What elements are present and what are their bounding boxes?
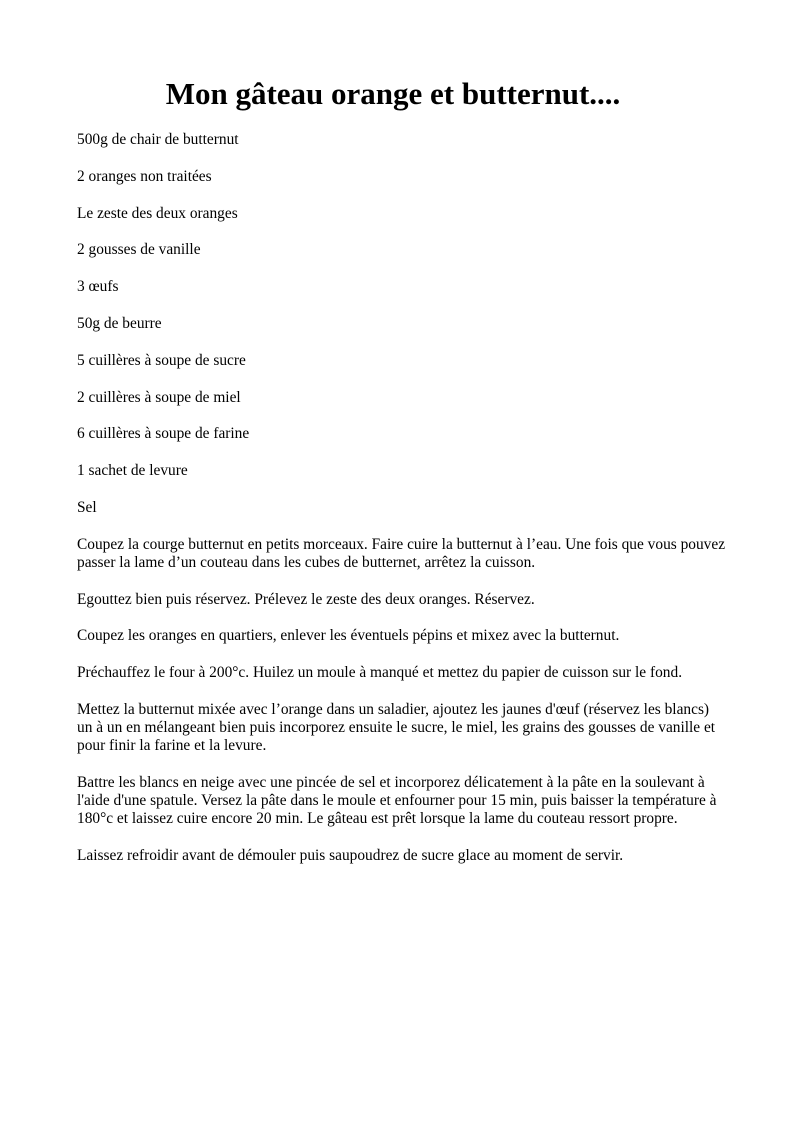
instruction-paragraph: Coupez la courge butternut en petits morceaux. Faire cuire la butternut à l’eau. Une fois que vous pouvez passer la lame d’un couteau dans les cubes de butternet, arrêtez la cuisson. <box>77 535 726 571</box>
recipe-title: Mon gâteau orange et butternut.... <box>165 76 621 111</box>
ingredient-item: 5 cuillères à soupe de sucre <box>77 351 246 369</box>
ingredient-item: 6 cuillères à soupe de farine <box>77 425 250 443</box>
ingredient-item: 2 gousses de vanille <box>77 241 201 259</box>
instruction-list <box>77 536 727 865</box>
ingredient-item: 50g de beurre <box>77 314 162 332</box>
instruction-paragraph: Egouttez bien puis réservez. Prélevez le zeste des deux oranges. Réservez. <box>77 590 535 608</box>
ingredient-item: 500g de chair de butternut <box>77 131 239 148</box>
instruction-paragraph: Coupez les oranges en quartiers, enlever les éventuels pépins et mixez avec la butternut. <box>77 627 620 645</box>
instruction-paragraph: Mettez la butternut mixée avec l’orange dans un saladier, ajoutez les jaunes d'œuf (réservez les blancs) un à un en mélangeant bien puis incorporez ensuite le sucre, le miel, les grains des gousses de vanille et pour finir la farine et la levure. <box>77 700 716 755</box>
instruction-paragraph: Laissez refroidir avant de démouler puis saupoudrez de sucre glace au moment de servir. <box>77 847 624 864</box>
ingredient-item: 2 cuillères à soupe de miel <box>77 388 241 406</box>
ingredient-item: Le zeste des deux oranges <box>77 204 238 222</box>
instruction-paragraph: Préchauffez le four à 200°c. Huilez un moule à manqué et mettez du papier de cuisson sur le fond. <box>77 664 683 682</box>
ingredient-item: 3 œufs <box>77 278 119 296</box>
instruction-paragraph: Battre les blancs en neige avec une pincée de sel et incorporez délicatement à la pâte en la soulevant à l'aide d'une spatule. Versez la pâte dans le moule et enfourner pour 15 min, puis baisser la température à 180°c et laissez cuire encore 20 min. Le gâteau est prêt lorsque la lame du couteau ressort propre. <box>77 773 717 828</box>
recipe-body <box>77 131 727 884</box>
ingredient-item: 1 sachet de levure <box>77 462 188 480</box>
ingredient-list <box>77 131 727 536</box>
ingredient-item: 2 oranges non traitées <box>77 167 212 185</box>
ingredient-item: Sel <box>77 498 97 516</box>
